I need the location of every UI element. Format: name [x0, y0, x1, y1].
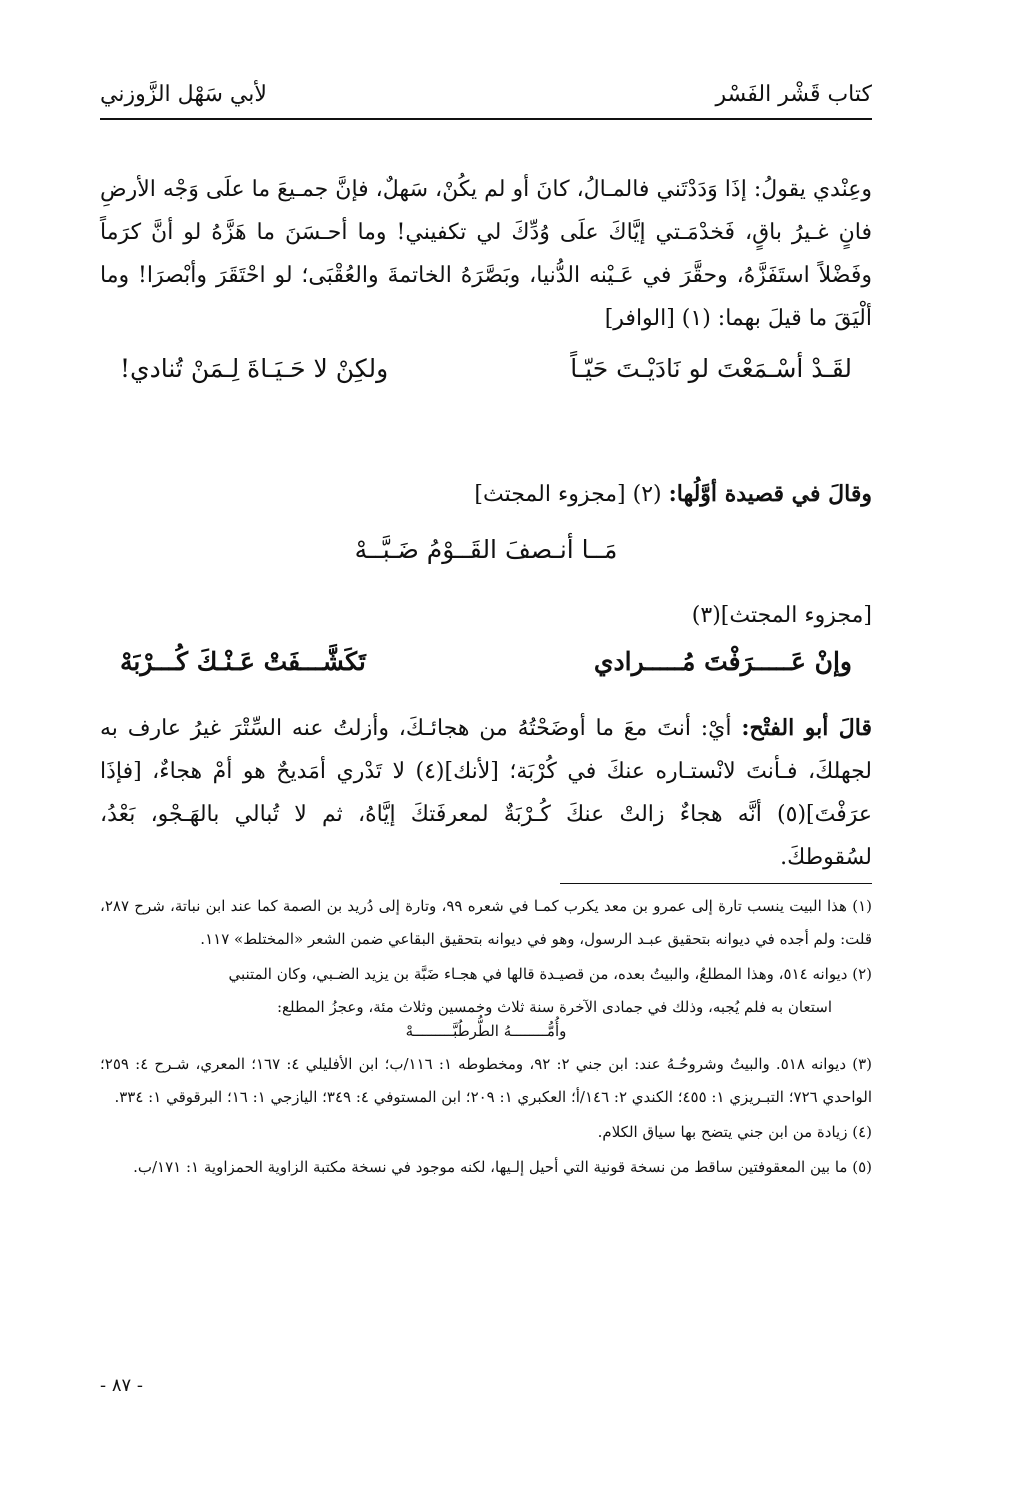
footnote-4: (٤) زيادة من ابن جني يتضح بها سياق الكلام. — [597, 1123, 872, 1141]
verse-intro — [100, 474, 872, 515]
paragraph-1: وعِنْدي يقولُ: إذَا وَدَدْتَني فالمـالُ، كانَ أو لم يكُنْ، سَهلٌ، فإنَّ جمـيعَ ما علَى وَجْه الأرضِ فانٍ غـيرُ باقٍ، فَخدْمَـتي إيَّاكَ علَى وُدِّكَ لي تكفيني! وما أحـسَنَ ما هَزَّهُ لو أنَّ كرَماً وفَضْلاً استَفَزَّهُ، وحقَّرَ في عَـيْنه الدُّنيا، وبَصَّرَهُ الخاتمةَ والعُقْبَى؛ لو احْتَقَرَ وأبْصرَا! وما ألْيَقَ ما قيلَ بهما: (١) [الوافر] — [100, 177, 872, 331]
footnote-3: (٣) ديوانه ٥١٨. والبيتُ وشروحُـهُ عند: ابن جني ٢: ٩٢، ومخطوطه ١: ١١٦/ب؛ ابن الأفليلي ٤: ١٦٧؛ المعري، شـرح ٤: ٢٥٩؛ الواحدي ٧٢٦؛ التبـريزي ١: ٤٥٥؛ الكندي ٢: ١٤٦/أ؛ العكبري ١: ٢٠٩؛ ابن المستوفي ٤: ٣٤٩؛ اليازجي ١: ١٦؛ البرقوقي ١: ٣٣٤. — [100, 1055, 872, 1106]
verse-1-second-hemistich: ولكِنْ لا حَـيَـاةَ لِـمَنْ تُنادي! — [120, 354, 389, 383]
commentary — [100, 707, 872, 879]
commentary-text: أيْ: أنتَ معَ ما أوضَحْتُهُ من هجائـكَ، وأزلتُ عنه السِّتْرَ غيرُ عارف به لجهلكَ، فـأنتَ لانْستـاره عنكَ في كُرْبَة؛ [لأنك](٤) لا تَدْري أمَديحٌ هو أمْ هجاءٌ، [فإذَا عرَفْتَ](٥) أنَّه هجاءٌ زالتْ عنكَ كُـرْبَةٌ لمعرفَتكَ إيَّاهُ، ثم لا تُبالي بالهَـجْو، بَعْدُ، لسُقوطكَ. — [100, 716, 872, 870]
verse-2 — [120, 647, 852, 701]
footnote-5: (٥) ما بين المعقوفتين ساقط من نسخة قونية التي أحيل إلـيها، لكنه موجود في نسخة مكتبة الزاوية الحمزاوية ١: ١٧١/ب. — [133, 1158, 872, 1176]
verse-intro-meter: (٢) [مجزوء المجتث] — [474, 482, 669, 507]
footnote-2-continued: استعان به فلم يُجبه، وذلك في جمادى الآخرة سنة ثلاث وخمسين وثلاث مئة، وعجزُ المطلع: — [276, 998, 832, 1016]
verse-2-second-hemistich: تَكَشَّـــفَتْ عَـنْـكَ كُـــرْبَهْ — [120, 647, 366, 676]
verse-1-first-hemistich: لقَـدْ أسْـمَعْتَ لو نَادَيْـتَ حَيّـاً — [570, 354, 852, 383]
commentary-lead: قالَ أبو الفتْح: — [741, 715, 872, 741]
footnote-2: (٢) ديوانه ٥١٤، وهذا المطلعُ، والبيتُ بعده، من قصيـدة قالها في هجـاء ضَبَّة بن يزيد الضـبي، وكان المتنبي — [228, 965, 872, 983]
footnote-1: (١) هذا البيت ينسب تارة إلى عمرو بن معد يكرب كمـا في شعره ٩٩، وتارة إلى دُريد بن الصمة كما عند ابن نباتة، شرح ٢٨٧، قلت: ولم أجده في ديوانه بتحقيق عبـد الرسول، وهو في ديوانه بتحقيق البقاعي ضمن الشعر «المختلط» ١١٧. — [100, 897, 872, 948]
author-name: لأبي سَهْل الزَّوزني — [100, 82, 267, 107]
page-number: - ٨٧ - — [100, 1375, 143, 1396]
footnote-2-quoted-hemistich: وأُمُّــــــــهُ الطُّرطُبَّـــــــــهْ — [405, 1022, 567, 1040]
running-header — [100, 82, 872, 122]
header-rule — [100, 118, 872, 120]
verse-1 — [120, 354, 852, 408]
verse-2-first-hemistich: وإنْ عَـــــرَفْتَ مُـــــرادي — [593, 647, 852, 676]
meter-tag: [مجزوء المجتث](٣) — [691, 603, 872, 628]
footnotes — [100, 890, 872, 1186]
book-title: كتاب قَشْر الفَسْر — [715, 82, 872, 107]
main-text — [100, 168, 872, 879]
footnote-rule — [560, 883, 872, 884]
opening-hemistich: مَــا أنـصفَ القَــوْمُ ضَـبَّــهْ — [354, 535, 618, 564]
verse-intro-lead: وقالَ في قصيدة أوَّلُها: — [668, 481, 872, 507]
